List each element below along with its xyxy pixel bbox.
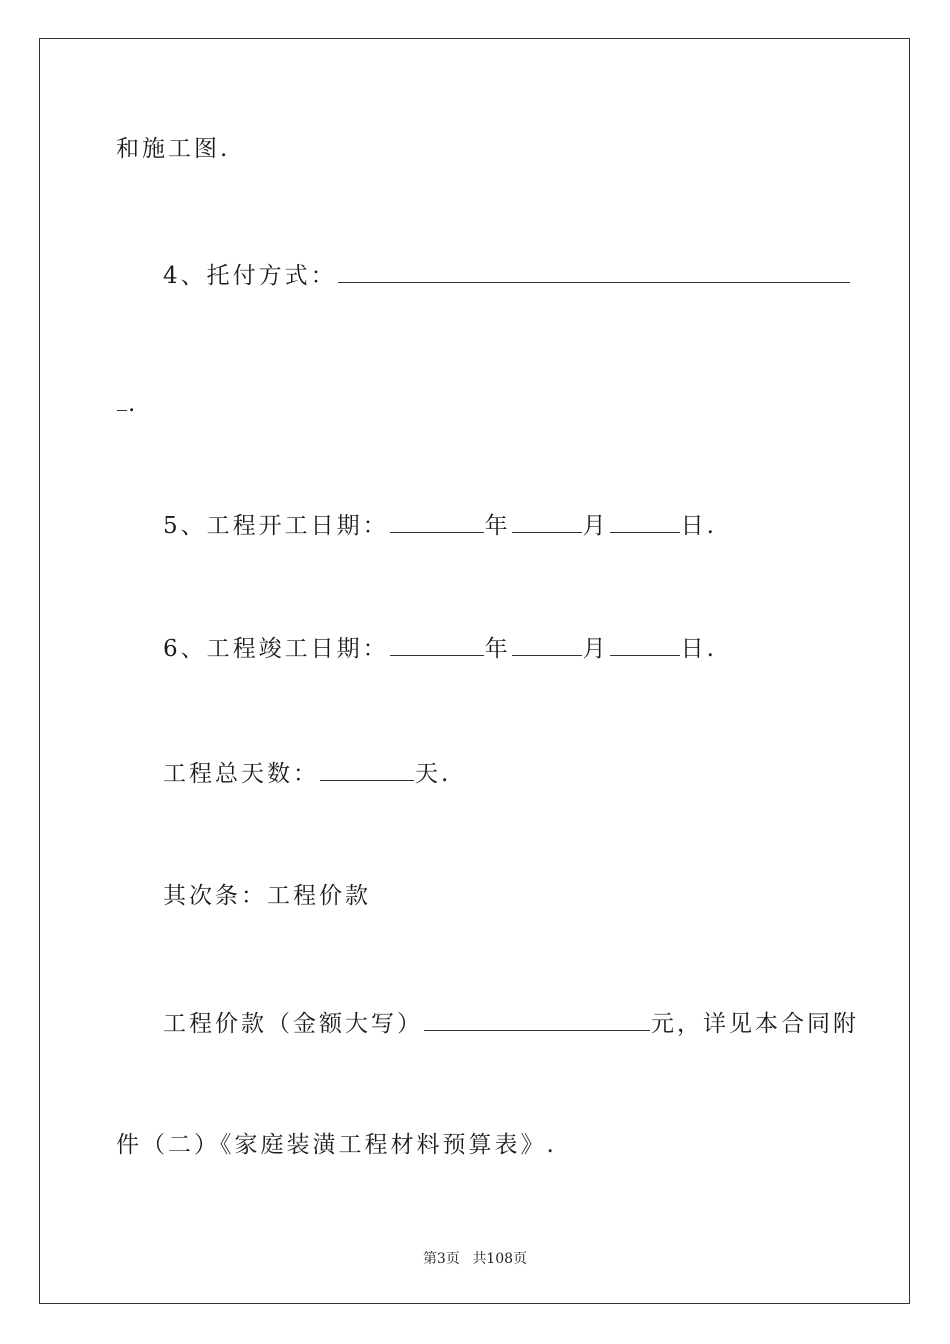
- year-label: 年: [484, 636, 511, 662]
- page-border: [39, 38, 910, 1304]
- text-line-construction-drawing: 和施工图.: [116, 136, 231, 162]
- total-days-label: 工程总天数：: [163, 761, 319, 787]
- start-day-blank[interactable]: [610, 514, 680, 533]
- completion-date-line: [163, 637, 717, 661]
- days-unit: 天.: [415, 761, 452, 787]
- entrust-method-label: 4、托付方式：: [163, 263, 337, 289]
- start-date-line: [163, 514, 717, 538]
- page-number: 第3页: [422, 1251, 460, 1267]
- start-year-blank[interactable]: [390, 514, 484, 533]
- total-days-blank[interactable]: [320, 762, 414, 781]
- entrust-method-line: [163, 264, 851, 288]
- entrust-method-blank[interactable]: [338, 264, 850, 283]
- completion-date-label: 6、工程竣工日期：: [163, 636, 389, 662]
- project-price-label: 工程价款（金额大写）: [163, 1011, 423, 1037]
- attachment-reference-line: 件（二）《家庭装潢工程材料预算表》.: [116, 1132, 557, 1158]
- start-month-blank[interactable]: [512, 514, 582, 533]
- day-label: 日.: [680, 636, 717, 662]
- entrust-method-blank-continued[interactable]: [117, 392, 127, 411]
- month-label: 月: [582, 513, 609, 539]
- total-days-line: [163, 762, 451, 786]
- month-label: 月: [582, 636, 609, 662]
- total-pages: 共108页: [472, 1251, 528, 1267]
- start-date-label: 5、工程开工日期：: [163, 513, 389, 539]
- completion-month-blank[interactable]: [512, 637, 582, 656]
- year-label: 年: [484, 513, 511, 539]
- period-text: .: [128, 391, 139, 417]
- section-heading-project-price: 其次条：工程价款: [163, 883, 371, 909]
- completion-day-blank[interactable]: [610, 637, 680, 656]
- page-footer: [0, 1248, 950, 1268]
- entrust-method-continuation: [116, 392, 138, 416]
- day-label: 日.: [680, 513, 717, 539]
- completion-year-blank[interactable]: [390, 637, 484, 656]
- project-price-blank[interactable]: [424, 1012, 650, 1031]
- project-price-line: [163, 1012, 859, 1036]
- project-price-tail: 元，详见本合同附: [651, 1011, 859, 1037]
